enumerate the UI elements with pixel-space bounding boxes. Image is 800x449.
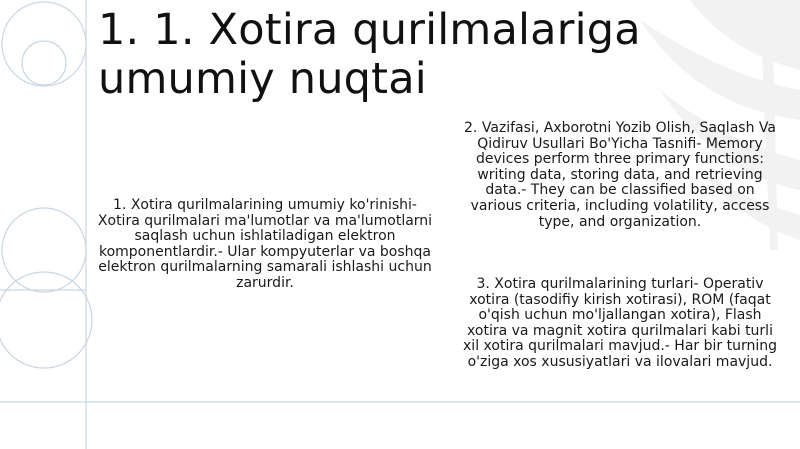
text-block-3: 3. Xotira qurilmalarining turlari- Operativ xotira (tasodifiy kirish xotirasi), ROM (faqat o'qish uchun mo'ljallangan xotira), Flash xotira va magnit xotira qurilmalari kabi turli xil xotira qurilmalari mavjud.- Har bir turning o'ziga xos xususiyatlari va ilovalari mavjud. [463,276,777,370]
circle-small-top [22,41,66,85]
circle-large-top [2,2,86,86]
text-block-1: 1. Xotira qurilmalarining umumiy ko'rinishi- Xotira qurilmalari ma'lumotlar va ma'lumotlarni saqlash uchun ishlatiladigan elektron komponentlardir.- Ular kompyuterlar va boshqa elektron qurilmalarning samarali ishlashi uchun zarurdir. [97,197,433,291]
slide-title: 1. 1. Xotira qurilmalariga umumiy nuqtai [98,5,641,104]
circle-arc-lower [0,272,92,368]
circle-arc-middle [2,208,86,292]
text-block-2: 2. Vazifasi, Axborotni Yozib Olish, Saqlash Va Qidiruv Usullari Bo'Yicha Tasnifi- Memory devices perform three primary functions: writing data, storing data, and retrieving data.- They can be classified based on various criteria, including volatility, access type, and organization. [464,120,776,230]
